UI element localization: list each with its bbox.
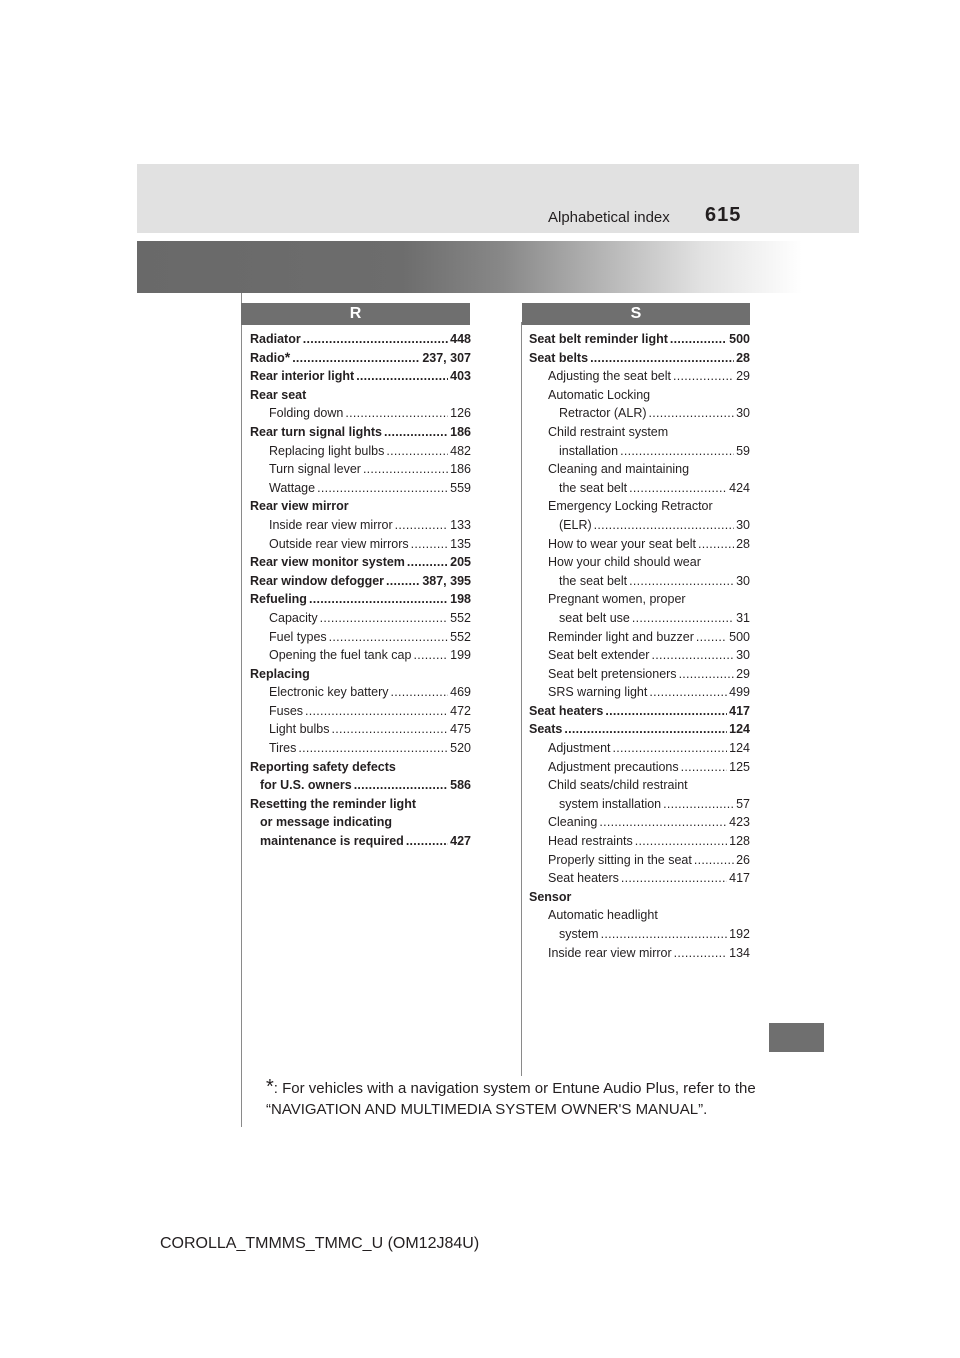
entry-page: 424 xyxy=(729,480,750,495)
entry-label: Adjustment xyxy=(548,741,611,756)
dot-leader xyxy=(651,646,734,665)
entry-label: (ELR) xyxy=(559,517,592,532)
index-entry xyxy=(529,535,750,554)
left-column-rule xyxy=(241,293,242,1127)
dot-leader xyxy=(391,683,449,702)
dot-leader xyxy=(599,813,727,832)
index-entry xyxy=(529,683,750,702)
dot-leader xyxy=(694,851,734,870)
index-entry xyxy=(250,516,471,535)
entry-page: 125 xyxy=(729,759,750,774)
index-entry xyxy=(529,590,750,609)
entry-label: Reminder light and buzzer xyxy=(548,629,694,644)
entry-label: Wattage xyxy=(269,480,316,495)
document-code: COROLLA_TMMMS_TMMC_U (OM12J84U) xyxy=(160,1235,480,1252)
dot-leader xyxy=(696,628,727,647)
index-entry xyxy=(250,813,471,832)
index-entry xyxy=(250,832,471,851)
entry-page: 423 xyxy=(729,815,750,830)
dot-leader xyxy=(292,349,420,368)
index-entry xyxy=(529,516,750,535)
entry-label: system xyxy=(559,927,599,941)
entry-label: Cleaning and maintaining xyxy=(548,462,690,477)
entry-page: 29 xyxy=(736,369,750,384)
index-entry xyxy=(529,572,750,591)
index-entry xyxy=(250,683,471,702)
entry-page: 30 xyxy=(736,517,750,532)
entry-label: Opening the fuel tank cap xyxy=(269,648,412,663)
entry-label: Seat belt pretensioners xyxy=(548,666,677,681)
index-entry xyxy=(250,423,471,442)
dot-leader xyxy=(317,479,448,498)
entry-page: 30 xyxy=(736,648,750,663)
entry-page: 475 xyxy=(450,722,471,737)
thumb-tab xyxy=(769,1023,824,1052)
entry-page: 417 xyxy=(729,871,750,886)
entry-page: 28 xyxy=(736,350,750,365)
entry-label: Adjusting the seat belt xyxy=(548,369,671,384)
entry-page: 500 xyxy=(729,332,750,346)
dot-leader xyxy=(309,590,448,609)
dot-leader xyxy=(621,869,727,888)
entry-label: Folding down xyxy=(269,406,344,421)
entry-label: maintenance is required xyxy=(260,834,404,849)
dot-leader xyxy=(632,609,734,628)
entry-label: Emergency Locking Retractor xyxy=(548,499,713,514)
entry-page: 403 xyxy=(450,369,471,384)
index-column-s xyxy=(529,330,750,962)
index-entry xyxy=(250,442,471,461)
entry-page: 134 xyxy=(729,945,750,960)
dot-leader xyxy=(594,516,734,535)
dot-leader xyxy=(298,739,448,758)
entry-label: Radio xyxy=(250,350,285,365)
dot-leader xyxy=(386,572,420,591)
entry-label: Replacing light bulbs xyxy=(269,443,385,458)
index-entry xyxy=(529,944,750,963)
index-entry xyxy=(529,758,750,777)
section-title: Alphabetical index xyxy=(548,209,670,226)
entry-page: 552 xyxy=(450,629,471,644)
index-entry xyxy=(529,460,750,479)
entry-label: for U.S. owners xyxy=(260,778,352,793)
dot-leader xyxy=(698,535,734,554)
index-entry xyxy=(250,386,471,405)
entry-label: Refueling xyxy=(250,592,307,607)
index-entry xyxy=(529,330,750,349)
index-entry xyxy=(529,479,750,498)
entry-label: Child restraint system xyxy=(548,424,669,439)
entry-page: 192 xyxy=(729,927,750,941)
dot-leader xyxy=(320,609,449,628)
entry-label: How your child should wear xyxy=(548,555,701,570)
footnote-asterisk: * xyxy=(266,1076,274,1098)
dot-leader xyxy=(649,683,727,702)
index-entry xyxy=(529,646,750,665)
dot-leader xyxy=(411,535,449,554)
entry-label: Seat belts xyxy=(529,350,589,365)
index-entry xyxy=(529,404,750,423)
entry-label: Fuses xyxy=(269,703,304,718)
dot-leader xyxy=(329,628,448,647)
entry-page: 198 xyxy=(450,592,471,607)
index-entry xyxy=(250,776,471,795)
index-entry xyxy=(529,906,750,925)
index-entry xyxy=(529,869,750,888)
dot-leader xyxy=(406,832,448,851)
entry-page: 482 xyxy=(450,443,471,458)
entry-page: 552 xyxy=(450,610,471,625)
entry-label: Rear turn signal lights xyxy=(250,424,382,439)
entry-page: 186 xyxy=(450,424,471,439)
entry-label: seat belt use xyxy=(559,610,630,625)
dot-leader xyxy=(354,776,448,795)
entry-label: Cleaning xyxy=(548,815,598,830)
index-entry xyxy=(529,442,750,461)
index-entry xyxy=(250,609,471,628)
center-column-rule xyxy=(521,322,522,1076)
dot-leader xyxy=(681,758,728,777)
entry-label: the seat belt xyxy=(559,480,628,495)
entry-page: 448 xyxy=(450,332,471,346)
index-entry xyxy=(529,665,750,684)
entry-page: 520 xyxy=(450,741,471,756)
entry-label: Seat heaters xyxy=(548,871,619,886)
entry-page: 26 xyxy=(736,852,750,867)
entry-label: Seat belt reminder light xyxy=(529,332,668,346)
dot-leader xyxy=(605,702,727,721)
header-top-bar xyxy=(137,164,859,233)
entry-label: Seats xyxy=(529,722,563,737)
entry-label: Sensor xyxy=(529,889,572,904)
entry-label: Inside rear view mirror xyxy=(548,945,672,960)
entry-label: Replacing xyxy=(250,666,310,681)
dot-leader xyxy=(620,442,734,461)
dot-leader xyxy=(363,460,448,479)
entry-page: 427 xyxy=(450,834,471,849)
index-entry xyxy=(250,479,471,498)
entry-label: SRS warning light xyxy=(548,685,648,700)
entry-label: Light bulbs xyxy=(269,722,330,737)
entry-page: 472 xyxy=(450,703,471,718)
index-entry xyxy=(529,423,750,442)
dot-leader xyxy=(331,720,448,739)
letter-heading-r: R xyxy=(241,303,470,325)
header-gradient-band xyxy=(137,241,802,293)
index-entry xyxy=(250,572,471,591)
index-entry xyxy=(250,497,471,516)
entry-page: 30 xyxy=(736,406,750,421)
entry-label: Tires xyxy=(269,741,297,756)
index-entry xyxy=(250,758,471,777)
index-entry xyxy=(250,720,471,739)
entry-page: 59 xyxy=(736,443,750,458)
entry-label: Retractor (ALR) xyxy=(559,406,647,421)
dot-leader xyxy=(663,795,734,814)
entry-label: Automatic headlight xyxy=(548,908,658,923)
entry-label: Rear interior light xyxy=(250,369,355,384)
index-entry xyxy=(529,497,750,516)
entry-label: Automatic Locking xyxy=(548,387,651,402)
entry-label: Rear view mirror xyxy=(250,499,349,514)
index-entry xyxy=(250,553,471,572)
dot-leader xyxy=(303,330,448,349)
footnote xyxy=(266,1077,766,1120)
entry-page: 31 xyxy=(736,610,750,625)
letter-heading-s: S xyxy=(522,303,750,325)
entry-label: Seat belt extender xyxy=(548,648,650,663)
entry-page: 237, 307 xyxy=(422,350,471,365)
index-entry xyxy=(529,925,750,944)
entry-label: the seat belt xyxy=(559,573,628,588)
index-entry xyxy=(529,888,750,907)
dot-leader xyxy=(395,516,449,535)
entry-label: Turn signal lever xyxy=(269,462,361,477)
dot-leader xyxy=(629,479,727,498)
index-entry xyxy=(250,739,471,758)
entry-label: How to wear your seat belt xyxy=(548,536,696,551)
entry-label: Child seats/child restraint xyxy=(548,778,688,793)
index-entry xyxy=(250,646,471,665)
dot-leader xyxy=(629,572,734,591)
dot-leader xyxy=(674,944,728,963)
dot-leader xyxy=(613,739,728,758)
index-entry xyxy=(529,702,750,721)
index-entry xyxy=(250,330,471,349)
entry-page: 559 xyxy=(450,480,471,495)
index-column-r xyxy=(250,330,471,851)
entry-label: Inside rear view mirror xyxy=(269,517,393,532)
index-entry: Radio * . . . 237, 307 xyxy=(250,349,471,368)
index-entry xyxy=(250,702,471,721)
dot-leader xyxy=(386,442,448,461)
entry-label: Rear window defogger xyxy=(250,573,385,588)
index-entry xyxy=(529,367,750,386)
index-entry xyxy=(529,832,750,851)
entry-label: Fuel types xyxy=(269,629,327,644)
entry-page: 126 xyxy=(450,406,471,421)
dot-leader xyxy=(345,404,448,423)
dot-leader xyxy=(590,349,734,368)
dot-leader xyxy=(407,553,448,572)
entry-label: Properly sitting in the seat xyxy=(548,852,692,867)
entry-label: Adjustment precautions xyxy=(548,759,679,774)
entry-label: or message indicating xyxy=(260,815,392,830)
dot-leader xyxy=(670,330,727,349)
index-entry xyxy=(529,609,750,628)
entry-page: 30 xyxy=(736,573,750,588)
dot-leader xyxy=(679,665,735,684)
dot-leader xyxy=(384,423,448,442)
index-entry xyxy=(529,851,750,870)
index-entry xyxy=(529,553,750,572)
entry-label: Pregnant women, proper xyxy=(548,592,686,607)
index-entry xyxy=(529,349,750,368)
entry-label: system installation xyxy=(559,796,662,811)
footnote-text: : For vehicles with a navigation system or Entune Audio Plus, refer to the “NAVIGATION AND MULTIMEDIA SYSTEM OWNER'S MANUAL”. xyxy=(266,1080,756,1118)
index-entry xyxy=(250,665,471,684)
page-number: 615 xyxy=(705,204,742,226)
entry-label: installation xyxy=(559,443,619,458)
entry-page: 135 xyxy=(450,536,471,551)
index-entry xyxy=(529,739,750,758)
dot-leader xyxy=(413,646,448,665)
dot-leader xyxy=(635,832,727,851)
header-band-end xyxy=(802,241,859,293)
dot-leader xyxy=(305,702,448,721)
entry-page: 186 xyxy=(450,462,471,477)
entry-page: 133 xyxy=(450,517,471,532)
index-entry xyxy=(250,535,471,554)
dot-leader xyxy=(601,925,728,944)
index-entry xyxy=(529,776,750,795)
index-entry xyxy=(250,628,471,647)
entry-page: 499 xyxy=(729,685,750,700)
entry-label: Rear seat xyxy=(250,387,307,402)
index-entry xyxy=(250,590,471,609)
entry-page: 417 xyxy=(729,703,750,718)
dot-leader xyxy=(564,720,727,739)
dot-leader xyxy=(356,367,448,386)
entry-page: 205 xyxy=(450,555,471,570)
entry-page: 57 xyxy=(736,796,750,811)
entry-label: Head restraints xyxy=(548,834,633,849)
index-entry xyxy=(529,813,750,832)
entry-page: 586 xyxy=(450,778,471,793)
index-entry xyxy=(529,386,750,405)
entry-page: 124 xyxy=(729,741,750,756)
dot-leader xyxy=(673,367,734,386)
entry-page: 199 xyxy=(450,648,471,663)
entry-page: 500 xyxy=(729,629,750,644)
index-entry xyxy=(250,795,471,814)
dot-leader xyxy=(649,404,735,423)
entry-page: 124 xyxy=(729,722,750,737)
entry-label: Resetting the reminder light xyxy=(250,796,416,811)
entry-label: Seat heaters xyxy=(529,703,604,718)
index-entry xyxy=(250,460,471,479)
entry-label: Rear view monitor system xyxy=(250,555,405,570)
entry-page: 29 xyxy=(736,666,750,681)
entry-page: 28 xyxy=(736,536,750,551)
index-entry xyxy=(529,628,750,647)
index-entry xyxy=(529,795,750,814)
index-entry xyxy=(529,720,750,739)
index-entry xyxy=(250,404,471,423)
entry-page: 128 xyxy=(729,834,750,849)
entry-label: Capacity xyxy=(269,610,318,625)
entry-page: 469 xyxy=(450,685,471,700)
index-entry xyxy=(250,367,471,386)
entry-label: Outside rear view mirrors xyxy=(269,536,409,551)
entry-label: Reporting safety defects xyxy=(250,759,396,774)
entry-label: Radiator xyxy=(250,332,301,346)
entry-page: 387, 395 xyxy=(422,573,471,588)
entry-label: Electronic key battery xyxy=(269,685,389,700)
